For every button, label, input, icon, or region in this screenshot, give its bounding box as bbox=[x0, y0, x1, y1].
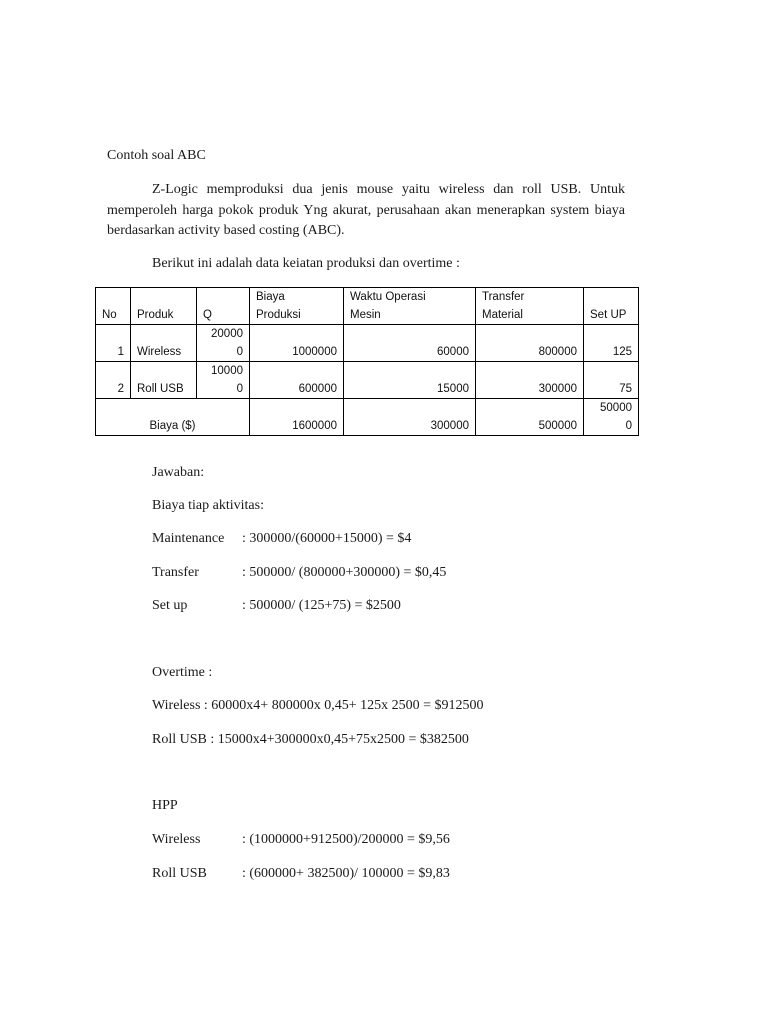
production-data-table bbox=[95, 287, 639, 436]
overtime-wireless: Wireless : 60000x4+ 800000x 0,45+ 125x 2500 = $912500 bbox=[152, 698, 484, 713]
activity-row-maintenance bbox=[152, 530, 411, 548]
header-biaya-line1: Biaya bbox=[256, 291, 285, 303]
total-biaya: 1600000 bbox=[250, 399, 344, 436]
total-label: Biaya ($) bbox=[96, 399, 250, 436]
header-transfer-line2: Material bbox=[482, 309, 523, 321]
cell-no: 1 bbox=[96, 325, 131, 362]
intro-rest: memperoleh harga pokok produk Yng akurat, perusahaan akan menerapkan system biaya berdasarkan activity based costing (ABC). bbox=[107, 202, 625, 238]
cell-q-line2: 0 bbox=[236, 346, 243, 358]
activity-label: Transfer bbox=[152, 565, 199, 580]
hpp-row-wireless bbox=[152, 831, 450, 849]
header-transfer-material bbox=[476, 288, 584, 325]
intro-paragraph bbox=[107, 180, 625, 242]
cell-q-line2: 0 bbox=[236, 383, 243, 395]
header-waktu-line2: Mesin bbox=[350, 309, 381, 321]
cell-transfer: 800000 bbox=[476, 325, 584, 362]
total-setup-line2: 0 bbox=[625, 420, 632, 432]
cell-q-line1: 10000 bbox=[211, 365, 243, 377]
answer-heading: Jawaban: bbox=[152, 465, 205, 480]
cell-transfer: 300000 bbox=[476, 362, 584, 399]
header-produk: Produk bbox=[131, 288, 197, 325]
header-waktu-line1: Waktu Operasi bbox=[350, 291, 426, 303]
hpp-row-roll-usb bbox=[152, 865, 450, 883]
total-waktu: 300000 bbox=[344, 399, 476, 436]
cell-waktu: 60000 bbox=[344, 325, 476, 362]
header-transfer-line1: Transfer bbox=[482, 291, 525, 303]
total-transfer: 500000 bbox=[476, 399, 584, 436]
table-total-row bbox=[96, 399, 639, 436]
header-biaya-produksi bbox=[250, 288, 344, 325]
activity-row-transfer bbox=[152, 564, 446, 582]
table-row bbox=[96, 325, 639, 362]
activity-heading: Biaya tiap aktivitas: bbox=[152, 498, 264, 513]
table-row bbox=[96, 362, 639, 399]
overtime-heading: Overtime : bbox=[152, 665, 213, 680]
table-intro: Berikut ini adalah data keiatan produksi dan overtime : bbox=[152, 256, 460, 271]
activity-label: Maintenance bbox=[152, 531, 225, 546]
activity-row-setup bbox=[152, 597, 401, 615]
hpp-heading: HPP bbox=[152, 798, 178, 813]
total-setup-line1: 50000 bbox=[600, 402, 632, 414]
hpp-formula: : (600000+ 382500)/ 100000 = $9,83 bbox=[242, 866, 450, 881]
hpp-label: Wireless bbox=[152, 832, 201, 847]
hpp-formula: : (1000000+912500)/200000 = $9,56 bbox=[242, 832, 450, 847]
cell-q bbox=[197, 362, 250, 399]
header-no: No bbox=[96, 288, 131, 325]
intro-first-line: Z-Logic memproduksi dua jenis mouse yaitu wireless dan roll USB. Untuk bbox=[152, 182, 625, 197]
cell-waktu: 15000 bbox=[344, 362, 476, 399]
cell-q-line1: 20000 bbox=[211, 328, 243, 340]
document-title: Contoh soal ABC bbox=[107, 148, 206, 163]
cell-q bbox=[197, 325, 250, 362]
cell-setup: 75 bbox=[584, 362, 639, 399]
activity-formula: : 300000/(60000+15000) = $4 bbox=[242, 531, 412, 546]
activity-formula: : 500000/ (800000+300000) = $0,45 bbox=[242, 565, 447, 580]
total-setup bbox=[584, 399, 639, 436]
header-q: Q bbox=[197, 288, 250, 325]
activity-formula: : 500000/ (125+75) = $2500 bbox=[242, 598, 401, 613]
header-waktu-operasi bbox=[344, 288, 476, 325]
hpp-label: Roll USB bbox=[152, 866, 207, 881]
table-header-row bbox=[96, 288, 639, 325]
cell-produk: Roll USB bbox=[131, 362, 197, 399]
cell-no: 2 bbox=[96, 362, 131, 399]
activity-label: Set up bbox=[152, 598, 188, 613]
cell-biaya: 600000 bbox=[250, 362, 344, 399]
cell-biaya: 1000000 bbox=[250, 325, 344, 362]
overtime-roll-usb: Roll USB : 15000x4+300000x0,45+75x2500 = $382500 bbox=[152, 732, 469, 747]
header-setup: Set UP bbox=[584, 288, 639, 325]
header-biaya-line2: Produksi bbox=[256, 309, 301, 321]
cell-setup: 125 bbox=[584, 325, 639, 362]
cell-produk: Wireless bbox=[131, 325, 197, 362]
